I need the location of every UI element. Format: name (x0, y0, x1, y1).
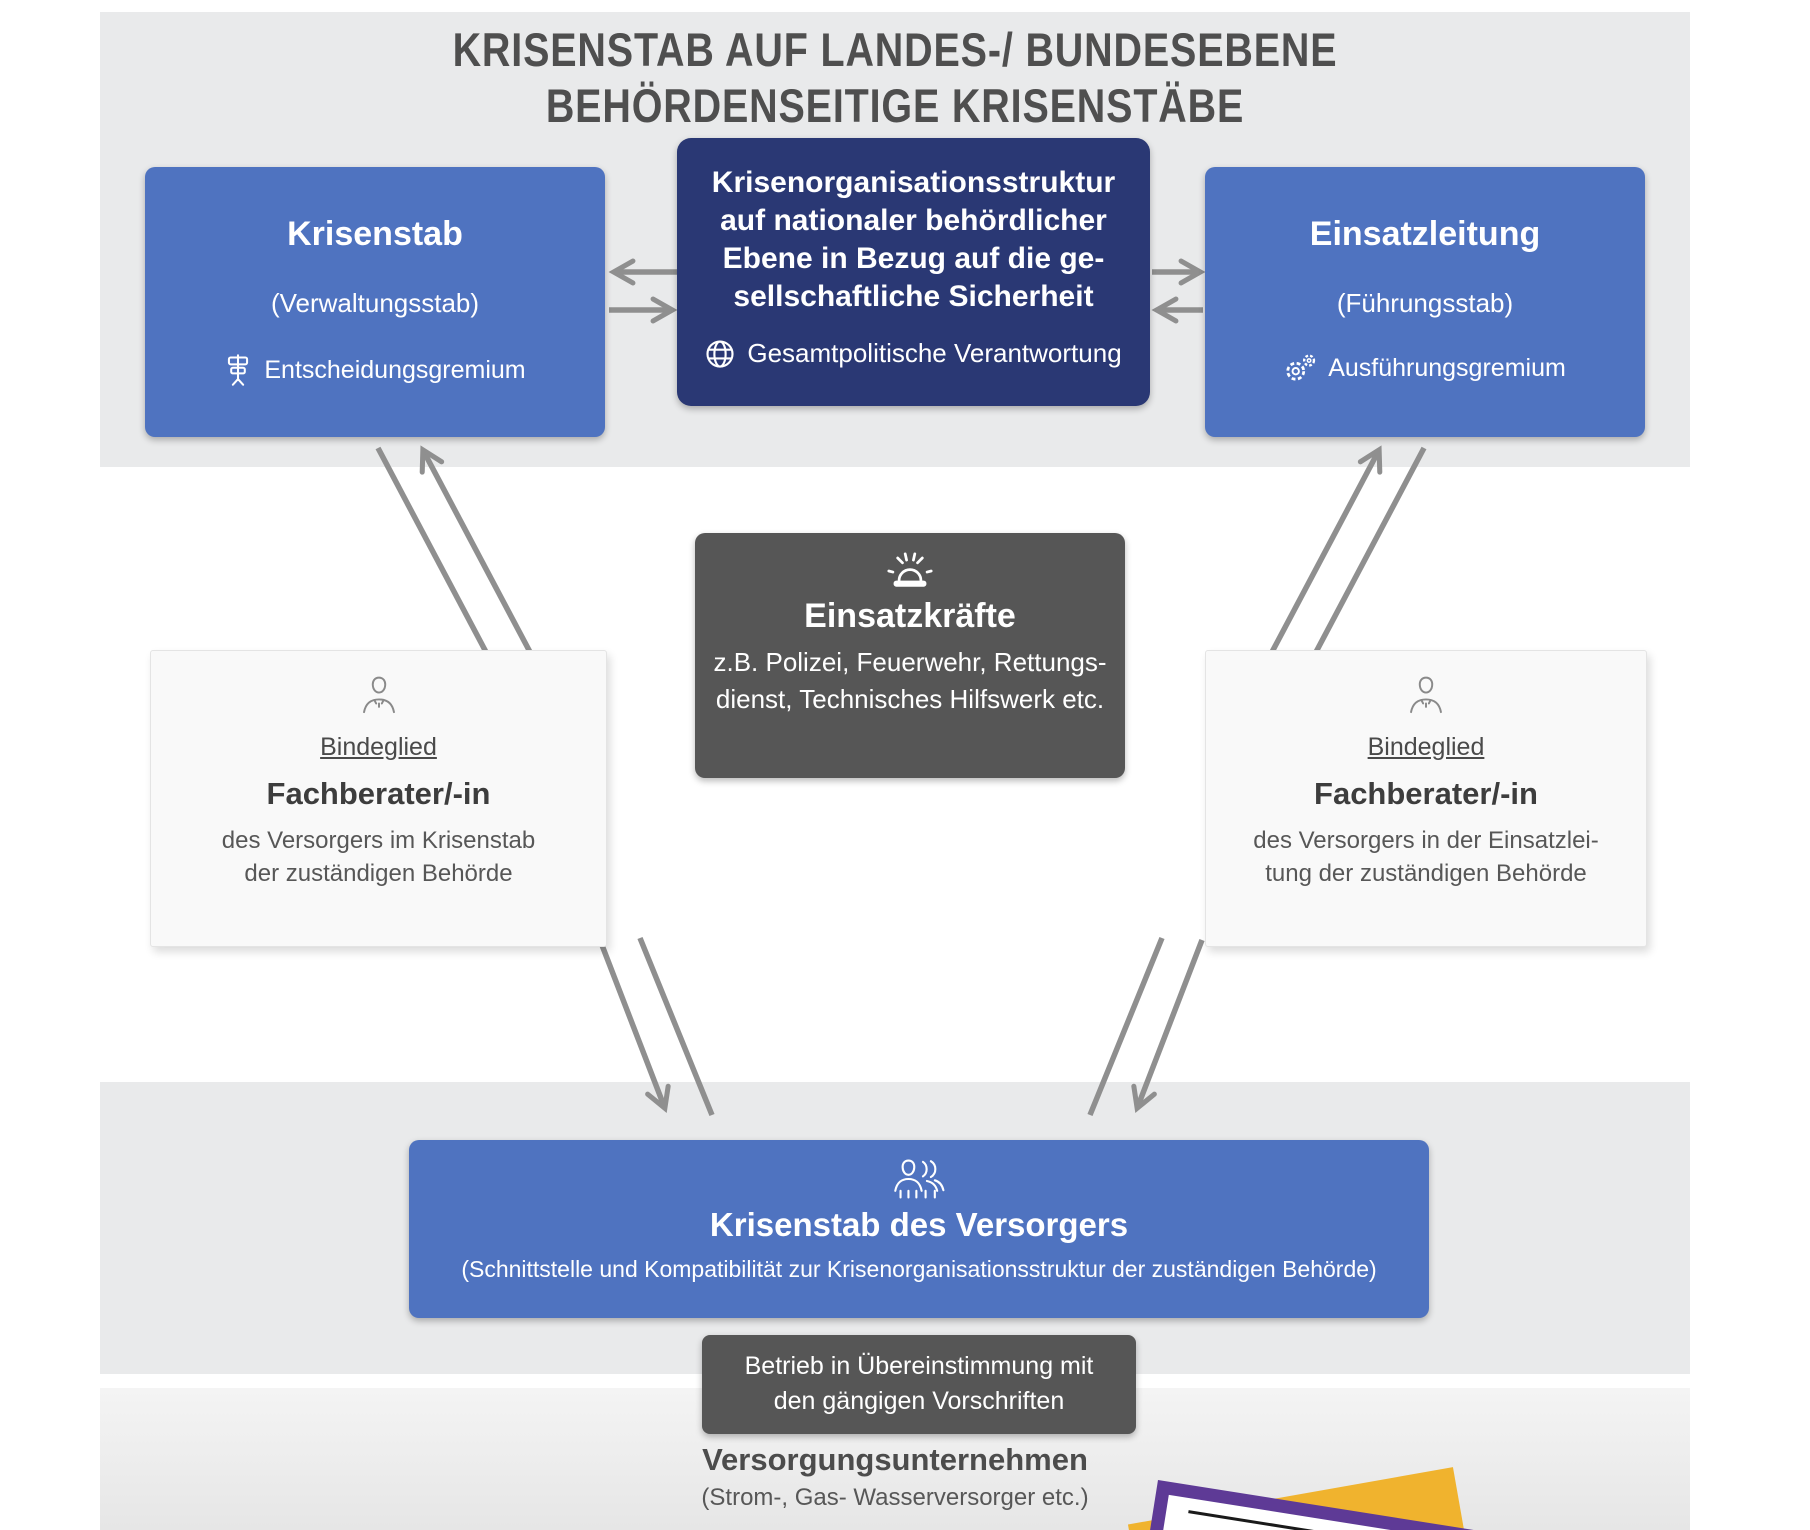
structure-box (677, 138, 1150, 406)
versorgungsunternehmen-subtitle: (Strom-, Gas- Wasserversorger etc.) (701, 1484, 1089, 1511)
einsatzkraefte-box (695, 533, 1125, 778)
structure-line1: Krisenorganisationsstruktur (711, 166, 1116, 199)
page-title (100, 22, 1690, 134)
fachberater-right-line1: des Versorgers in der Einsatzlei- (1253, 827, 1599, 854)
fachberater-right-label: Bindeglied (1367, 733, 1485, 761)
krisenstab-versorger-title: Krisenstab des Versorgers (709, 1206, 1129, 1243)
signpost-icon (224, 353, 252, 387)
structure-line3: Ebene in Bezug auf die ge- (722, 242, 1105, 275)
betrieb-line1: Betrieb in Übereinstimmung mit (744, 1352, 1094, 1380)
people-icon (409, 1154, 1429, 1204)
einsatzleitung-title: Einsatzleitung (1309, 215, 1541, 253)
fachberater-left-title: Fachberater/-in (266, 776, 491, 811)
fachberater-left-label: Bindeglied (320, 733, 437, 761)
arrow-left-up (424, 452, 530, 652)
line-right-up-plain (1316, 448, 1424, 652)
structure-line4: sellschaftliche Sicherheit (733, 280, 1094, 313)
arrow-right-up (1272, 452, 1378, 652)
einsatzleitung-box (1205, 167, 1645, 437)
page-title-line1: KRISENSTAB AUF LANDES-/ BUNDESEBENE (452, 23, 1338, 76)
globe-icon (705, 339, 735, 369)
krisenstab-box (145, 167, 605, 437)
fachberater-left-box (150, 650, 607, 947)
gears-icon (1284, 353, 1316, 383)
structure-item-label: Gesamtpolitische Verantwortung (747, 338, 1122, 368)
krisenstab-title: Krisenstab (287, 215, 463, 253)
person-icon (1206, 673, 1646, 719)
einsatzleitung-item-label: Ausführungsgremium (1328, 353, 1566, 382)
einsatzkraefte-title: Einsatzkräfte (804, 597, 1016, 635)
fachberater-left-line1: des Versorgers im Krisenstab (221, 827, 536, 854)
siren-icon (695, 549, 1125, 593)
betrieb-line2: den gängigen Vorschriften (773, 1387, 1065, 1415)
fachberater-right-box (1205, 650, 1647, 947)
versorgungsunternehmen-title: Versorgungsunternehmen (702, 1442, 1088, 1477)
einsatzkraefte-line2: dienst, Technisches Hilfswerk etc. (715, 684, 1105, 714)
krisenstab-versorger-subtitle: (Schnittstelle und Kompatibilität zur Krisenorganisationsstruktur der zuständigen Behörde) (461, 1256, 1377, 1282)
person-icon (151, 673, 606, 719)
page-title-line2: BEHÖRDENSEITIGE KRISENSTÄBE (545, 79, 1245, 132)
betrieb-box (702, 1335, 1136, 1434)
krisenstab-item-label: Entscheidungsgremium (264, 355, 526, 384)
einsatzkraefte-line1: z.B. Polizei, Feuerwehr, Rettungs- (713, 647, 1107, 677)
fachberater-right-line2: tung der zuständigen Behörde (1265, 860, 1587, 887)
line-left-up-plain (378, 448, 486, 652)
fachberater-left-line2: der zuständigen Behörde (244, 860, 513, 887)
einsatzleitung-subtitle: (Führungsstab) (1336, 288, 1514, 318)
krisenstab-versorger-box (409, 1140, 1429, 1318)
structure-line2: auf nationaler behördlicher (720, 204, 1107, 237)
krisenstab-subtitle: (Verwaltungsstab) (270, 288, 480, 318)
fachberater-right-title: Fachberater/-in (1314, 776, 1538, 811)
